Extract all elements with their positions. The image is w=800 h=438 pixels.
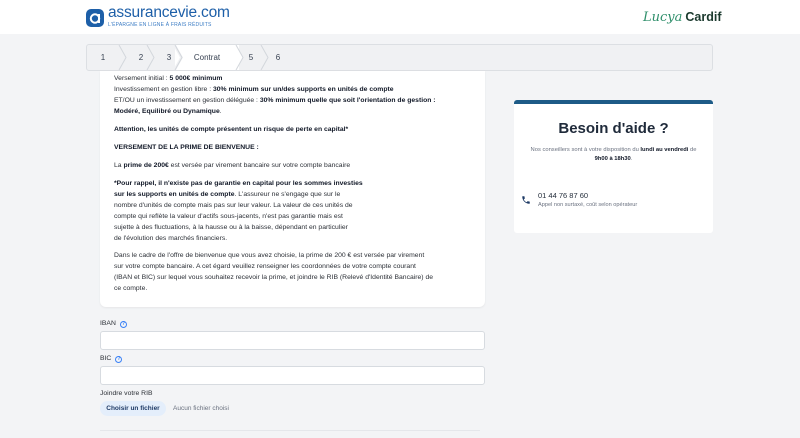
step-3[interactable]: 3 [166, 53, 172, 62]
bic-label: BIC ? [100, 355, 121, 362]
divider [100, 430, 480, 431]
reminder-line-5: sujette à des fluctuations, à la hausse ou à la baisse, dépendant en particulier [114, 224, 348, 231]
step-1[interactable]: 1 [100, 53, 106, 62]
management-profiles-line: Modéré, Equilibré ou Dynamique. [114, 108, 222, 115]
iban-label: IBAN ? [100, 320, 125, 327]
reminder-line-2: sur les supports en unités de compte. L'assureur ne s'engage que sur le [114, 191, 341, 198]
reminder-line-4: compte qui reflète la valeur d'actifs sous-jacents, n'est pas garantie mais est [114, 213, 343, 220]
bic-input[interactable] [100, 366, 485, 385]
step-6[interactable]: 6 [275, 53, 281, 62]
help-title: Besoin d'aide ? [558, 120, 669, 137]
rib-label: Joindre votre RIB [100, 390, 153, 397]
phone-note: Appel non surtaxé, coût selon opérateur [538, 202, 638, 208]
partner-logo [643, 8, 722, 26]
step-contrat[interactable]: Contrat [175, 45, 239, 70]
step-2[interactable]: 2 [138, 53, 144, 62]
logo-tagline: L'ÉPARGNE EN LIGNE À FRAIS RÉDUITS [108, 22, 212, 28]
risk-warning: Attention, les unités de compte présentent un risque de perte en capital* [114, 126, 349, 133]
logo-icon[interactable] [86, 9, 104, 27]
step-separator [173, 45, 183, 70]
free-management-line: Investissement en gestion libre : 30% minimum sur un/des supports en unités de compte [114, 86, 394, 93]
reminder-line-1: *Pour rappel, il n'existe pas de garantie en capital pour les sommes investies [114, 180, 363, 187]
partner-name: Cardif [685, 10, 722, 24]
file-status: Aucun fichier choisi [173, 405, 229, 412]
offer-line-3: (IBAN et BIC) sur lequel vous souhaitez recevoir la prime, et joindre le RIB (Relevé d'Identité Bancaire) de [114, 274, 434, 281]
phone-number[interactable]: 01 44 76 87 60 [538, 191, 589, 200]
iban-input[interactable] [100, 331, 485, 350]
offer-line-1: Dans le cadre de l'offre de bienvenue que vous avez choisie, la prime de 200 € est versée par virement [114, 252, 425, 259]
step-progress-bar [86, 44, 713, 71]
phone-contact[interactable] [514, 183, 713, 218]
info-icon[interactable]: ? [117, 356, 121, 362]
site-header [0, 0, 800, 34]
reminder-line-6: de l'évolution des marchés financiers. [114, 235, 228, 242]
reminder-line-3: nombre d'unités de compte mais pas sur leur valeur. La valeur de ces unités de [114, 202, 353, 209]
initial-payment-line: Versement initial : 5 000€ minimum [114, 75, 223, 82]
delegated-management-line: ET/OU un investissement en gestion déléguée : 30% minimum quelle que soit l'orientation de gestion : [114, 97, 436, 104]
partner-script: Lucya [643, 10, 683, 25]
info-icon[interactable]: ? [121, 321, 125, 327]
phone-icon [521, 195, 531, 205]
offer-line-2: sur votre compte bancaire. A cet égard veuillez renseigner les coordonnées de votre compte courant [114, 263, 416, 270]
help-description: Nos conseillers sont à votre disposition du lundi au vendredi de 9h00 à 18h30. [530, 147, 697, 162]
choose-file-button[interactable]: Choisir un fichier [100, 401, 166, 416]
bonus-line: La prime de 200€ est versée par virement bancaire sur votre compte bancaire [114, 162, 351, 169]
offer-line-4: ce compte. [114, 285, 148, 292]
step-5[interactable]: 5 [248, 53, 254, 62]
bonus-heading: VERSEMENT DE LA PRIME DE BIENVENUE : [114, 144, 259, 151]
logo-name[interactable]: assurancevie.com [108, 4, 230, 21]
contract-info-card [100, 71, 485, 307]
